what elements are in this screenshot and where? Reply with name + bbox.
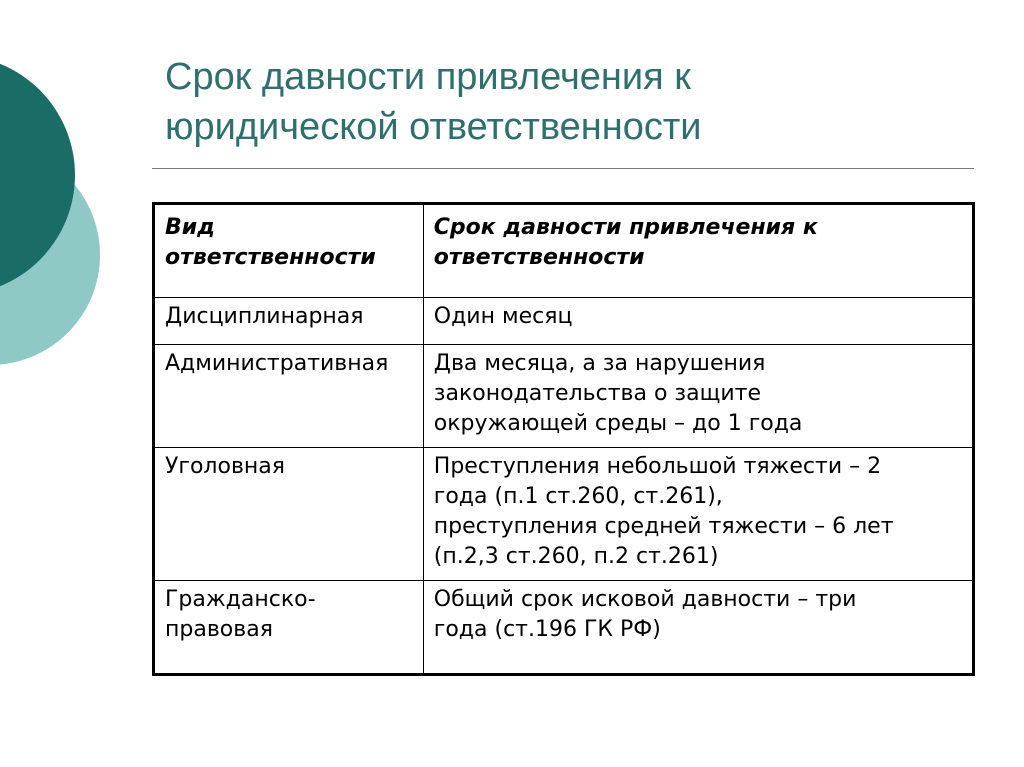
- table-row: [154, 448, 974, 581]
- cell-limitation-term: Два месяца, а за нарушения законодательства о защите окружающей среды – до 1 года: [423, 345, 973, 448]
- title-line-1: Срок давности привлечения к: [165, 56, 691, 98]
- cell-limitation-term: Преступления небольшой тяжести – 2 года (п.1 ст.260, ст.261), преступления средней тяжести – 6 лет (п.2,3 ст.260, п.2 ст.261): [423, 448, 973, 581]
- decorative-circles: [0, 0, 120, 420]
- page-title: [165, 52, 985, 152]
- title-divider: [152, 168, 974, 169]
- table-row: [154, 298, 974, 345]
- cell-limitation-term: Один месяц: [423, 298, 973, 345]
- cell-liability-type: Дисциплинарная: [154, 298, 424, 345]
- header-liability-type: Вид ответственности: [154, 204, 424, 298]
- cell-liability-type: Уголовная: [154, 448, 424, 581]
- header-limitation-term: Срок давности привлечения к ответственности: [423, 204, 973, 298]
- cell-liability-type: Гражданско- правовая: [154, 581, 424, 675]
- title-line-2: юридической ответственности: [165, 106, 702, 148]
- liability-limitation-table: [152, 202, 975, 676]
- cell-limitation-term: Общий срок исковой давности – три года (ст.196 ГК РФ): [423, 581, 973, 675]
- table-header-row: [154, 204, 974, 298]
- table-row: [154, 345, 974, 448]
- cell-liability-type: Административная: [154, 345, 424, 448]
- table-row: [154, 581, 974, 675]
